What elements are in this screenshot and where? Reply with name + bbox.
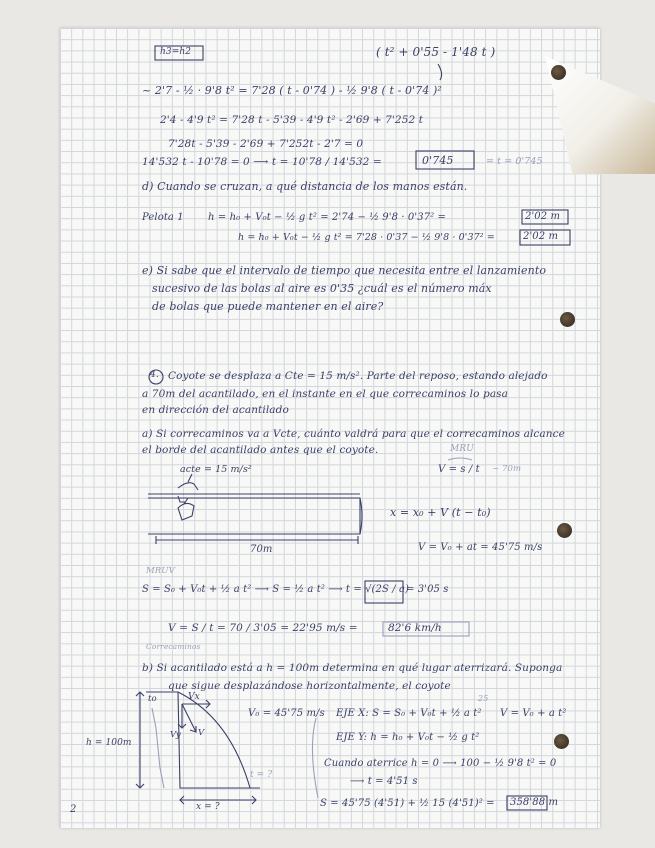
velocity-calc: V = S / t = 70 / 3'05 = 22'95 m/s = <box>168 622 358 634</box>
arrow-top <box>438 64 442 80</box>
initial-velocity: V₀ = 45'75 m/s <box>248 708 325 719</box>
acceleration-label: acte = 15 m/s² <box>180 464 252 475</box>
cliff-rect <box>148 498 360 534</box>
landing-time: ⟶ t = 4'51 s <box>350 776 418 787</box>
binder-hole <box>551 65 566 80</box>
x-axis-equation: EJE X: S = S₀ + V₀t + ½ a t² <box>336 708 482 719</box>
final-distance: S = 45'75 (4'51) + ½ 15 (4'51)² = <box>320 798 495 809</box>
part-b-line2: que sigue desplazándose horizontalmente, el coyote <box>168 680 451 692</box>
part-e-line3: de bolas que puede mantener en el aire? <box>152 300 384 313</box>
trajectory <box>178 692 250 788</box>
distance-label: 70m <box>250 544 273 555</box>
equation-2: 2'4 - 4'9 t² = 7'28 t - 5'39 - 4'9 t² - 2'69 + 7'252 t <box>160 114 424 126</box>
problem4-line1: Coyote se desplaza a Cte = 15 m/s². Parte del reposo, estando alejado <box>168 370 548 382</box>
equation-3: 7'28t - 5'39 - 2'69 + 7'252t - 2'7 = 0 <box>168 138 364 150</box>
binder-hole <box>557 523 572 538</box>
equation-1: ~ 2'7 - ½ · 9'8 t² = 7'28 ( t - 0'74 ) - ½ 9'8 ( t - 0'74 )² <box>142 84 442 97</box>
part-d-prompt: d) Cuando se cruzan, a qué distancia de los manos están. <box>142 180 468 193</box>
mru-label: MRU <box>450 444 474 454</box>
mru-formula: V = s / t <box>438 464 480 475</box>
correcaminos-label: Correcaminos <box>146 642 201 651</box>
mru-side: ~ 70m <box>492 464 522 474</box>
notebook-page <box>60 28 600 828</box>
part-e-line2: sucesivo de las bolas al aire es 0'35 ¿cuál es el número máx <box>152 282 492 295</box>
problem4-line2: a 70m del acantilado, en el instante en el que correcaminos lo pasa <box>142 388 509 400</box>
displacement-formula: S = S₀ + V₀t + ½ a t² ⟶ S = ½ a t² ⟶ t = √(2S / a) <box>142 584 410 595</box>
position-formula: x = x₀ + V (t − t₀) <box>390 506 491 519</box>
part-b-line1: b) Si acantilado está a h = 100m determina en qué lugar aterrizará. Suponga <box>142 662 563 674</box>
height-label: h = 100m <box>86 738 132 748</box>
velocity-equation: V = V₀ + a t² <box>500 708 567 719</box>
equation-4-result: 0'745 <box>422 154 454 167</box>
vy-label: Vy <box>170 730 181 740</box>
time-result: = 3'05 s <box>406 584 449 595</box>
v-label: V <box>198 728 205 738</box>
h-note: h3=h2 <box>160 47 192 57</box>
binder-hole <box>560 312 575 327</box>
part-d-line2-result: 2'02 m <box>523 231 559 242</box>
velocity-calc-result: 82'6 km/h <box>388 622 442 634</box>
v-arrow <box>182 704 196 732</box>
distance-line <box>156 536 358 544</box>
part-d-line2: h = h₀ + V₀t − ½ g t² = 7'28 · 0'37 − ½ 9'8 · 0'37² = <box>238 232 495 243</box>
final-distance-result: 358'88 m <box>510 797 559 808</box>
part-d-line1-result: 2'02 m <box>525 211 561 222</box>
part-a-line1: a) Si correcaminos va a Vcte, cuánto valdrá para que el correcaminos alcance <box>142 428 565 440</box>
t0-label: to <box>148 694 157 704</box>
equation-4: 14'532 t - 10'78 = 0 ⟶ t = 10'78 / 14'532 = <box>142 156 382 168</box>
time-unknown-label: t = ? <box>250 770 273 780</box>
bracket-expression: ( t² + 0'55 - 1'48 t ) <box>376 45 496 59</box>
velocity-formula: V = V₀ + at = 45'75 m/s <box>418 542 543 553</box>
x-unknown-label: x = ? <box>196 802 220 812</box>
equation-4-side: = t = 0'745 <box>486 156 543 167</box>
vx-label: Vx <box>188 692 200 702</box>
binder-hole <box>554 734 569 749</box>
problem4-line3: en dirección del acantilado <box>142 404 289 416</box>
h-arrow <box>136 692 144 788</box>
y-axis-equation: EJE Y: h = h₀ + V₀t − ½ g t² <box>336 732 480 743</box>
part-d-line1: h = h₀ + V₀t − ½ g t² = 2'74 − ½ 9'8 · 0'37² = <box>208 212 447 223</box>
mruv-label: MRUV <box>146 566 175 576</box>
part-a-line2: el borde del acantilado antes que el coyote. <box>142 444 379 456</box>
page-number: 2 <box>70 804 77 815</box>
problem-number: 4. <box>150 370 159 380</box>
cliff-b <box>146 692 260 788</box>
landing-condition: Cuando aterrice h = 0 ⟶ 100 − ½ 9'8 t² = 0 <box>324 758 557 769</box>
part-e-line1: e) Si sabe que el intervalo de tiempo que necesita entre el lanzamiento <box>142 264 547 277</box>
coyote-sketch <box>178 498 194 520</box>
part-d-label: Pelota 1 <box>142 212 184 223</box>
mark-25: 25 <box>478 694 489 703</box>
